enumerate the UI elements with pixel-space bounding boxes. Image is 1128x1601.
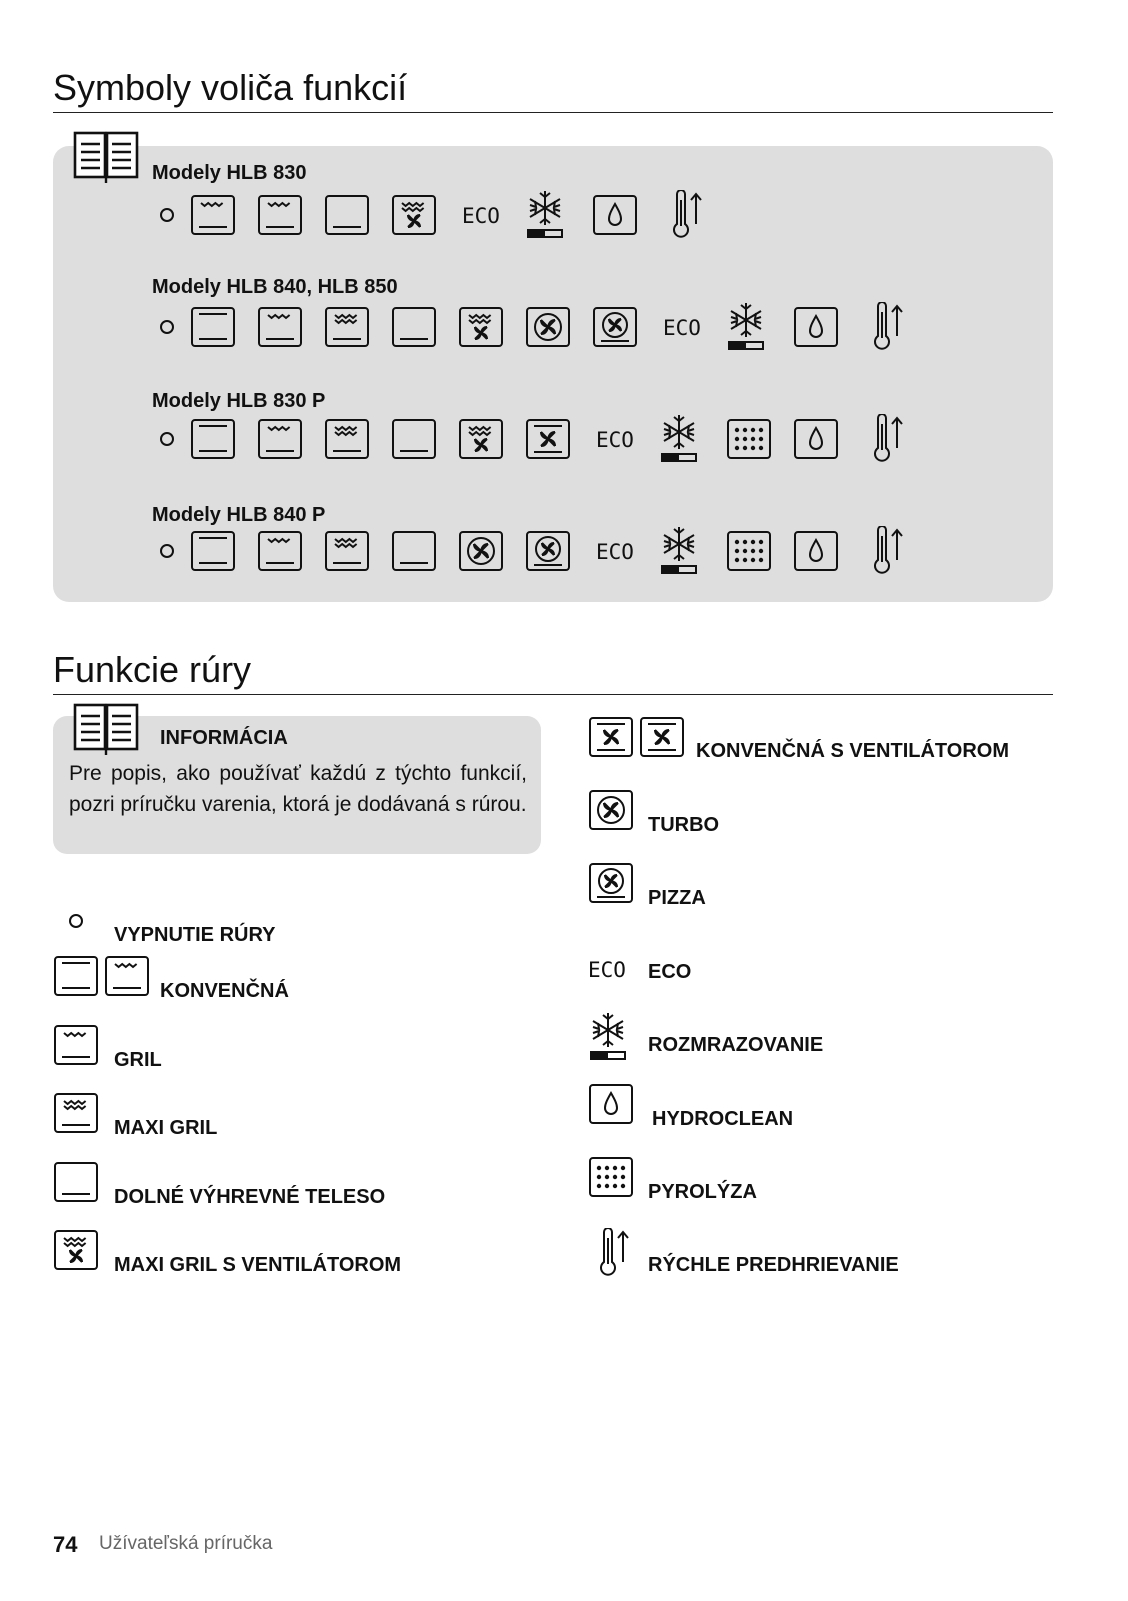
- turbo-icon: [588, 789, 634, 831]
- bottom-heater-icon: [324, 194, 370, 236]
- maxi-grill-fan-icon: [458, 418, 504, 460]
- conventional-fan-icon: [639, 716, 685, 758]
- grill-icon: [257, 306, 303, 348]
- conventional-fan-icon: [525, 418, 571, 460]
- hydroclean-icon: [588, 1083, 634, 1125]
- svg-text:ECO: ECO: [596, 428, 634, 452]
- grill-icon: [190, 194, 236, 236]
- book-icon: [73, 702, 139, 756]
- function-label: ECO: [648, 961, 692, 983]
- pyrolysis-icon: [726, 530, 772, 572]
- hydroclean-icon: [793, 306, 839, 348]
- maxi-grill-icon: [324, 530, 370, 572]
- fast-preheat-icon: [870, 414, 906, 464]
- bottom-heater-icon: [53, 1161, 99, 1203]
- conventional-top-icon: [257, 194, 303, 236]
- defrost-icon: [525, 188, 565, 240]
- hydroclean-icon: [793, 530, 839, 572]
- off-icon: [157, 429, 177, 449]
- function-label: HYDROCLEAN: [652, 1108, 794, 1130]
- info-text: Pre popis, ako používať každú z týchto funkcií, pozri príručku varenia, ktorá je dodávaná s rúrou.: [69, 762, 527, 816]
- maxi-grill-fan-icon: [391, 194, 437, 236]
- grill-icon: [257, 530, 303, 572]
- function-label: ROZMRAZOVANIE: [648, 1034, 824, 1056]
- page-number: 74: [53, 1532, 78, 1557]
- model-title: Modely HLB 830 P: [152, 390, 326, 412]
- fast-preheat-icon: [596, 1228, 632, 1278]
- function-label: KONVENČNÁ S VENTILÁTOROM: [696, 740, 1009, 762]
- off-icon: [157, 205, 177, 225]
- function-label: PYROLÝZA: [648, 1181, 757, 1203]
- function-label: PIZZA: [648, 887, 706, 909]
- conventional-icon: [53, 955, 99, 997]
- defrost-icon: [659, 524, 699, 576]
- conventional-fan-icon: [588, 716, 634, 758]
- defrost-icon: [659, 412, 699, 464]
- function-label: TURBO: [648, 814, 720, 836]
- hydroclean-icon: [592, 194, 638, 236]
- function-label: RÝCHLE PREDHRIEVANIE: [648, 1254, 899, 1276]
- eco-icon: [661, 314, 701, 340]
- model-title: Modely HLB 840, HLB 850: [152, 276, 398, 298]
- svg-text:ECO: ECO: [663, 316, 701, 340]
- info-title: INFORMÁCIA: [160, 727, 288, 749]
- section-title-symbols: Symboly voliča funkcií: [53, 68, 1053, 113]
- svg-text:ECO: ECO: [596, 540, 634, 564]
- defrost-icon: [726, 300, 766, 352]
- fast-preheat-icon: [870, 302, 906, 352]
- function-label: GRIL: [114, 1049, 162, 1071]
- model-title: Modely HLB 840 P: [152, 504, 326, 526]
- eco-icon: [594, 538, 634, 564]
- function-label: KONVENČNÁ: [160, 980, 289, 1002]
- grill-icon: [104, 955, 150, 997]
- conventional-icon: [190, 418, 236, 460]
- eco-icon: [586, 956, 626, 982]
- function-label: MAXI GRIL: [114, 1117, 218, 1139]
- book-icon: [73, 130, 139, 184]
- maxi-grill-fan-icon: [458, 306, 504, 348]
- maxi-grill-icon: [324, 418, 370, 460]
- eco-icon: [594, 426, 634, 452]
- off-icon: [66, 911, 86, 931]
- off-icon: [157, 317, 177, 337]
- maxi-grill-fan-icon: [53, 1229, 99, 1271]
- bottom-heater-icon: [391, 306, 437, 348]
- footer-text: Užívateľská príručka: [99, 1533, 273, 1554]
- bottom-heater-icon: [391, 418, 437, 460]
- maxi-grill-icon: [53, 1092, 99, 1134]
- pizza-icon: [525, 530, 571, 572]
- maxi-grill-icon: [324, 306, 370, 348]
- function-label: DOLNÉ VÝHREVNÉ TELESO: [114, 1186, 386, 1208]
- pizza-icon: [592, 306, 638, 348]
- turbo-icon: [525, 306, 571, 348]
- eco-icon: [460, 202, 500, 228]
- defrost-icon: [588, 1010, 628, 1062]
- off-icon: [157, 541, 177, 561]
- hydroclean-icon: [793, 418, 839, 460]
- svg-text:ECO: ECO: [588, 958, 626, 982]
- grill-icon: [53, 1024, 99, 1066]
- fast-preheat-icon: [669, 190, 705, 240]
- function-label: MAXI GRIL S VENTILÁTOROM: [114, 1254, 402, 1276]
- function-label: VYPNUTIE RÚRY: [114, 924, 276, 946]
- section-title-functions: Funkcie rúry: [53, 650, 1053, 695]
- svg-text:ECO: ECO: [462, 204, 500, 228]
- pizza-icon: [588, 862, 634, 904]
- bottom-heater-icon: [391, 530, 437, 572]
- pyrolysis-icon: [726, 418, 772, 460]
- grill-icon: [257, 418, 303, 460]
- pyrolysis-icon: [588, 1156, 634, 1198]
- conventional-icon: [190, 530, 236, 572]
- fast-preheat-icon: [870, 526, 906, 576]
- conventional-icon: [190, 306, 236, 348]
- turbo-icon: [458, 530, 504, 572]
- model-title: Modely HLB 830: [152, 162, 307, 184]
